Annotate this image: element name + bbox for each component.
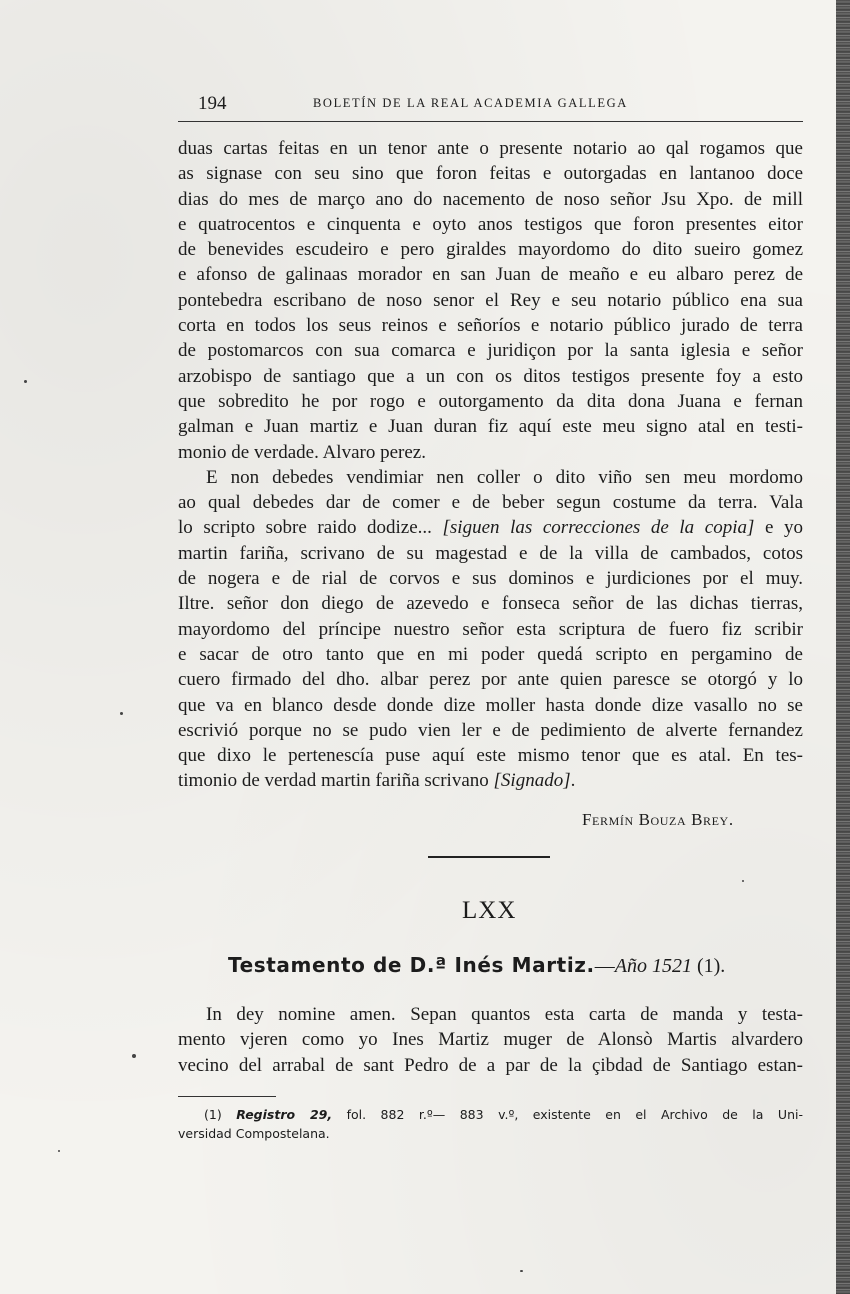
- heading-year: Año 1521: [614, 955, 692, 977]
- text-segment: .: [570, 770, 576, 792]
- running-head: [198, 93, 803, 117]
- document-body: [178, 136, 803, 794]
- paragraph-line: escrivió porque no se pudo vien ler e de pedimiento de alverte fernandez: [178, 719, 803, 741]
- paragraph-line: cuero firmado del dho. albar perez por ante quien paresce se otorgó y lo: [178, 669, 803, 691]
- footnote-text: fol. 882 r.º— 883 v.º, existente en el Archivo de la Uni-: [332, 1107, 803, 1122]
- heading-dash: —: [594, 955, 615, 977]
- heading-title: Testamento de D.ª Inés Martiz.: [228, 953, 595, 977]
- body-line: de benevides escudeiro e pero giraldes mayordomo do dito sueiro gomez: [178, 239, 803, 261]
- testament-line: In dey nomine amen. Sepan quantos esta carta de manda y testa-: [206, 1004, 803, 1025]
- header-rule: [178, 121, 803, 122]
- body-line: e quatrocentos e cinquenta e oyto anos testigos que foron presentes eitor: [178, 213, 803, 235]
- editorial-note: [Signado]: [493, 770, 571, 792]
- footnote-rule: [178, 1096, 276, 1097]
- paragraph-line: E non debedes vendimiar nen coller o dito viño sen meu mordomo: [206, 466, 803, 488]
- text-segment: timonio de verdad martin fariña scrivano: [178, 770, 494, 792]
- paragraph-line: que va en blanco desde donde dize moller hasta donde dize vasallo no se: [178, 694, 803, 716]
- scan-edge-shadow: [836, 0, 850, 1294]
- body-line: pontebedra escribano de noso senor el Rey e seu notario público ena sua: [178, 289, 803, 311]
- footnote-marker: (1): [204, 1107, 222, 1122]
- body-line: duas cartas feitas en un tenor ante o presente notario ao qal rogamos que: [178, 138, 803, 159]
- journal-title: BOLETÍN DE LA REAL ACADEMIA GALLEGA: [313, 96, 628, 110]
- testament-line: mento vjeren como yo Ines Martiz muger de Alonsò Martis alvardero: [178, 1029, 803, 1051]
- body-line: corta en todos los seus reinos e señoríos e notario público jurado de terra: [178, 315, 803, 337]
- body-line: e afonso de galinaas morador en san Juan de meaño e eu albaro perez de: [178, 264, 803, 286]
- paragraph-line: mayordomo del príncipe nuestro señor esta scriptura de fuero fiz scribir: [178, 618, 803, 640]
- paragraph-line: ao qual debedes dar de comer e de beber segun costume da terra. Vala: [178, 492, 803, 514]
- body-line: galman e Juan martiz e Juan duran fiz aquí este meu signo atal en testi-: [178, 416, 803, 438]
- footnote-line: [178, 1105, 803, 1124]
- text-segment: e yo: [754, 517, 803, 539]
- paragraph-line: Iltre. señor don diego de azevedo e fonseca señor de las dichas tierras,: [178, 593, 803, 615]
- document-heading: [228, 953, 725, 978]
- scan-speck: [58, 1150, 60, 1152]
- scan-speck: [120, 712, 123, 715]
- body-line: monio de verdade. Alvaro perez.: [178, 441, 426, 463]
- body-line: que sobredito he por rogo e outorgamento da dita dona Juana e fernan: [178, 390, 803, 412]
- paragraph-line: e sacar de otro tanto que en mi poder quedá scripto en pergamino de: [178, 643, 803, 665]
- section-separator: [428, 856, 550, 858]
- scan-speck: [132, 1054, 136, 1058]
- text-segment: lo scripto sobre raido dodize...: [178, 517, 443, 539]
- editorial-note: [siguen las correcciones de la copia]: [442, 517, 755, 539]
- footnote-registry: Registro 29,: [236, 1107, 333, 1122]
- footnote-reference: (1).: [696, 955, 726, 977]
- paragraph-line: que dixo le pertenescía puse aquí este mismo tenor que es atal. En tes-: [178, 745, 803, 767]
- scan-speck: [24, 380, 27, 383]
- testament-line: vecino del arrabal de sant Pedro de a par de la çibdad de Santiago estan-: [178, 1054, 803, 1076]
- author-signature: Fermín Bouza Brey.: [582, 810, 734, 829]
- paragraph-line: de nogera e de rial de corvos e sus dominos e jurdiciones por el muy.: [178, 568, 803, 590]
- footnote: [178, 1105, 803, 1143]
- footnote-line: versidad Compostelana.: [178, 1126, 330, 1141]
- body-line: de postomarcos con sua comarca e juridiçon por la santa iglesia e señor: [178, 340, 803, 362]
- page-number: 194: [198, 93, 227, 114]
- paragraph-line: [178, 768, 803, 793]
- testament-body: [178, 1002, 803, 1078]
- section-number: LXX: [462, 897, 517, 924]
- body-line: as signase con seu sino que foron feitas e outorgadas en lantanoo doce: [178, 163, 803, 185]
- scan-speck: [742, 880, 744, 882]
- body-line: arzobispo de santiago que a un con os ditos testigos presente foy a esto: [178, 365, 803, 387]
- paragraph-line: [178, 515, 803, 540]
- paragraph-line: martin fariña, scrivano de su magestad e de la villa de cambados, cotos: [178, 542, 803, 564]
- scan-speck: [520, 1270, 523, 1272]
- body-line: dias do mes de março ano do nacemento de noso señor Jsu Xpo. de mill: [178, 188, 803, 210]
